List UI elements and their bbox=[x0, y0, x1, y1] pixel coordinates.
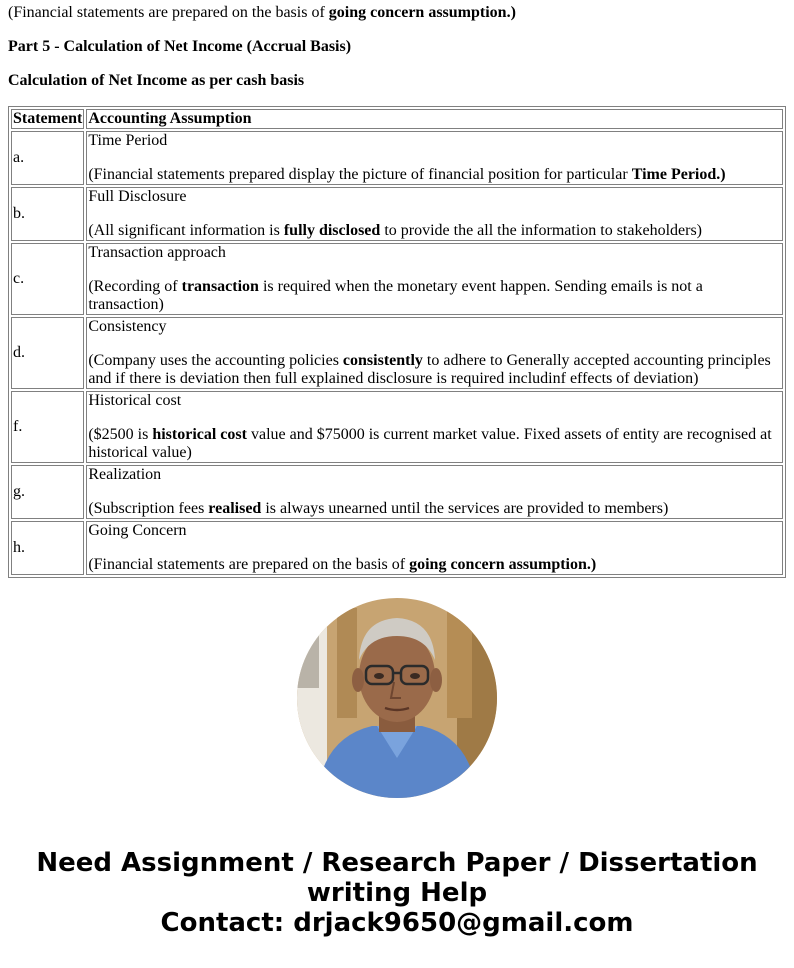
part-heading: Part 5 - Calculation of Net Income (Accrual Basis) bbox=[8, 38, 352, 55]
table-row bbox=[11, 131, 783, 185]
explanation-bold-text: transaction bbox=[181, 278, 259, 295]
assumption-title: Time Period bbox=[88, 132, 168, 149]
statement-letter: a. bbox=[11, 131, 84, 185]
explanation-text: to adhere to Generally accepted accounting principles and if there is deviation then full explained disclosure is required includinf effects of deviation) bbox=[88, 352, 771, 387]
table-row bbox=[11, 187, 783, 241]
explanation-bold-text: Time Period.) bbox=[631, 166, 726, 183]
header-statement: Statement bbox=[13, 110, 83, 127]
assumption-cell bbox=[86, 391, 783, 463]
assumption-cell bbox=[86, 521, 783, 575]
table-header-row bbox=[11, 109, 783, 129]
explanation-bold-text: historical cost bbox=[152, 426, 247, 443]
author-photo bbox=[297, 598, 497, 798]
assumption-cell bbox=[86, 187, 783, 241]
explanation-text: (Company uses the accounting policies bbox=[88, 352, 343, 369]
table-row bbox=[11, 391, 783, 463]
assumption-title: Historical cost bbox=[88, 392, 182, 409]
cta-line-1: Need Assignment / Research Paper / Dissertation bbox=[36, 848, 758, 878]
explanation-text: (Financial statements prepared display the picture of financial position for particular bbox=[88, 166, 632, 183]
explanation-text: (Financial statements are prepared on the basis of bbox=[88, 556, 410, 573]
table-row bbox=[11, 243, 783, 315]
explanation-text: (Subscription fees bbox=[88, 500, 209, 517]
assumption-title: Consistency bbox=[88, 318, 167, 335]
table-row bbox=[11, 521, 783, 575]
cta-line-2: writing Help bbox=[306, 878, 488, 908]
assumption-explanation bbox=[88, 500, 781, 518]
explanation-bold-text: going concern assumption.) bbox=[409, 556, 597, 573]
assumption-cell bbox=[86, 243, 783, 315]
statement-letter: b. bbox=[11, 187, 84, 241]
assumption-cell bbox=[86, 131, 783, 185]
assumption-explanation bbox=[88, 222, 781, 240]
assumption-explanation bbox=[88, 426, 781, 462]
statement-letter: c. bbox=[11, 243, 84, 315]
table-row bbox=[11, 465, 783, 519]
assumption-explanation bbox=[88, 166, 781, 184]
assumption-title: Full Disclosure bbox=[88, 188, 187, 205]
statement-letter: g. bbox=[11, 465, 84, 519]
intro-line bbox=[8, 4, 516, 22]
cta-contact-line: Contact: drjack9650@gmail.com bbox=[160, 908, 634, 938]
explanation-bold-text: consistently bbox=[342, 352, 423, 369]
assumption-title: Transaction approach bbox=[88, 244, 226, 261]
explanation-text: is always unearned until the services are provided to members) bbox=[261, 500, 669, 517]
explanation-text: (All significant information is bbox=[88, 222, 284, 239]
header-accounting-assumption: Accounting Assumption bbox=[86, 109, 783, 129]
contact-banner bbox=[0, 848, 794, 938]
assumption-explanation bbox=[88, 556, 781, 574]
statement-letter: d. bbox=[11, 317, 84, 389]
explanation-text: is required when the monetary event happen. Sending emails is not a transaction) bbox=[88, 278, 703, 313]
explanation-bold-text: realised bbox=[208, 500, 262, 517]
explanation-text: to provide the all the information to stakeholders) bbox=[380, 222, 703, 239]
assumption-title: Realization bbox=[88, 466, 162, 483]
explanation-text: value and $75000 is current market value. Fixed assets of entity are recognised at historical value) bbox=[88, 426, 772, 461]
assumption-title: Going Concern bbox=[88, 522, 187, 539]
assumption-explanation bbox=[88, 352, 781, 388]
assumptions-table bbox=[8, 106, 786, 578]
table-row bbox=[11, 317, 783, 389]
assumption-cell bbox=[86, 465, 783, 519]
explanation-text: ($2500 is bbox=[88, 426, 153, 443]
assumption-explanation bbox=[88, 278, 781, 314]
statement-letter: f. bbox=[11, 391, 84, 463]
assumption-cell bbox=[86, 317, 783, 389]
intro-bold-text: going concern assumption.) bbox=[328, 4, 516, 21]
cash-basis-heading: Calculation of Net Income as per cash basis bbox=[8, 72, 305, 89]
intro-text: (Financial statements are prepared on the basis of bbox=[8, 4, 329, 21]
person-portrait-image bbox=[297, 598, 497, 798]
explanation-text: (Recording of bbox=[88, 278, 182, 295]
explanation-bold-text: fully disclosed bbox=[283, 222, 381, 239]
statement-letter: h. bbox=[11, 521, 84, 575]
